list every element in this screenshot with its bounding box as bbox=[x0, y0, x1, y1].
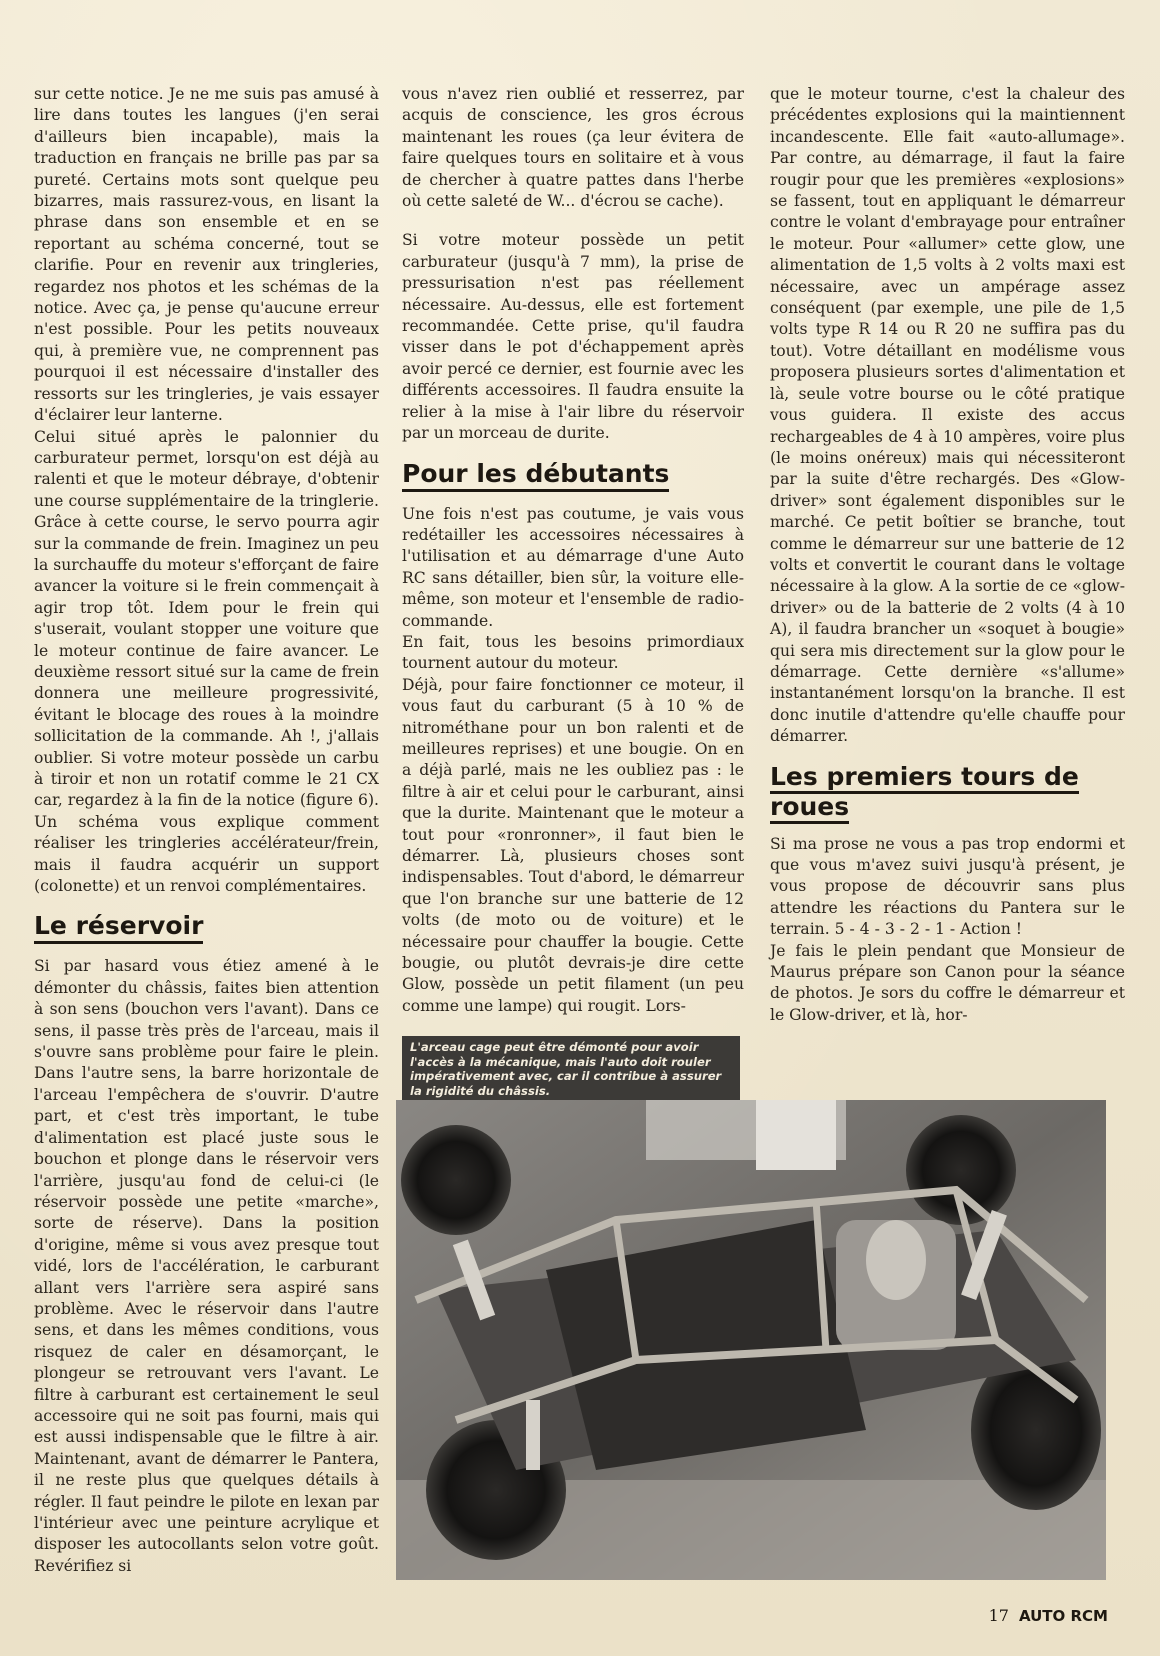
paragraph: En fait, tous les besoins primordiaux tournent autour du moteur. bbox=[402, 632, 744, 673]
paragraph: Déjà, pour faire fonctionner ce moteur, il vous faut du carburant (5 à 10 % de nitrométhane pour un bon ralenti et de meilleures reprises) et une bougie. On en a déjà parlé, mais ne les oubliez pas : le filtre à air et celui pour le carburant, ainsi que la durite. Maintenant que le moteur a tout pour «ronronner», il faut bien le démarrer. Là, plusieurs choses sont indispensables. Tout d'abord, le démarreur que l'on branche sur une batterie de 12 volts (de moto ou de voiture) et le nécessaire pour chauffer la bougie. Cette bougie, ou plutôt devrais-je dire cette Glow, possède un petit filament (un peu comme une lampe) qui rougit. Lors- bbox=[402, 675, 744, 1015]
photo-caption: L'arceau cage peut être démonté pour avoir l'accès à la mécanique, mais l'auto doit rouler impérativement avec, car il contribue à assurer la rigidité du châssis. bbox=[402, 1036, 740, 1103]
text-column-1 bbox=[34, 84, 379, 1577]
page-number: 17 bbox=[988, 1606, 1009, 1625]
buggy-photo bbox=[396, 1100, 1106, 1580]
section-heading-debutants: Pour les débutants bbox=[402, 459, 669, 492]
paragraph: Une fois n'est pas coutume, je vais vous redétailler les accessoires nécessaires à l'utilisation et au démarrage d'une Auto RC sans détailler, bien sûr, la voiture elle-même, son moteur et l'ensemble de radio-commande. bbox=[402, 504, 744, 630]
paragraph: Celui situé après le palonnier du carburateur permet, lorsqu'on est déjà au ralenti et que le moteur débraye, d'obtenir une course supplémentaire de la tringlerie. Grâce à cette course, le servo pourra agir sur la commande de frein. Imaginez un peu la surchauffe du moteur s'efforçant de faire avancer la voiture si le frein commençait à agir trop tôt. Idem pour le frein qui s'userait, voulant stopper une voiture que le moteur continue de faire avancer. Le deuxième ressort situé sur la came de frein donnera une meilleure progressivité, évitant le blocage des roues à la moindre sollicitation de la commande. Ah !, j'allais oublier. Si votre moteur possède un carbu à tiroir et non un rotatif comme le 21 CX car, regardez à la fin de la notice (figure 6). Un schéma vous explique comment réaliser les tringleries accélérateur/frein, mais il faudra acquérir un support (colonette) et un renvoi complémentaires. bbox=[34, 427, 379, 896]
text-column-3 bbox=[770, 84, 1125, 1026]
paragraph: que le moteur tourne, c'est la chaleur des précédentes explosions qui la maintiennent incandescente. Elle fait «auto-allumage». Par contre, au démarrage, il faut la faire rougir pour que les premières «explosions» se fassent, tout en appliquant le démarreur contre le volant d'embrayage pour entraîner le moteur. Pour «allumer» cette glow, une alimentation de 1,5 volts à 2 volts maxi est nécessaire, avec un ampérage assez conséquent (par exemple, une pile de 1,5 volts type R 14 ou R 20 ne suffira pas du tout). Votre détaillant en modélisme vous proposera plusieurs sortes d'alimentation et là, seule votre bourse ou le côté pratique vous guidera. Il existe des accus rechargeables de 4 à 10 ampères, voire plus (le moins onéreux) mais qui nécessiteront par la suite d'être rechargés. Des «Glow-driver» sont également disponibles sur le marché. Ce petit boîtier se branche, tout comme le démarreur sur une batterie de 12 volts et convertit le courant dans le voltage nécessaire à la glow. A la sortie de ce «glow-driver» ou de la batterie de 2 volts (4 à 10 A), il faudra brancher un «soquet à bougie» qui sera mis directement sur la glow pour le démarrage. Cette dernière «s'allume» instantanément lorsqu'on la branche. Il est donc inutile d'attendre qu'elle chauffe pour démarrer. bbox=[770, 85, 1125, 746]
buggy-photo-image bbox=[396, 1100, 1106, 1580]
paragraph: vous n'avez rien oublié et resserrez, par acquis de conscience, les gros écrous maintenant les roues (ça leur évitera de faire quelques tours en solitaire et à vous de chercher à quatre pattes dans l'herbe où cette saleté de W... d'écrou se cache). bbox=[402, 85, 744, 211]
page-footer bbox=[989, 1606, 1108, 1625]
paragraph: Je fais le plein pendant que Monsieur de Maurus prépare son Canon pour la séance de photos. Je sors du coffre le démarreur et le Glow-driver, et là, hor- bbox=[770, 941, 1125, 1024]
section-heading-reservoir: Le réservoir bbox=[34, 911, 203, 944]
magazine-name: AUTO RCM bbox=[1018, 1607, 1108, 1625]
heading-text: Les premiers tours de roues bbox=[770, 762, 1079, 824]
paragraph: Si par hasard vous étiez amené à le démonter du châssis, faites bien attention à son sens (bouchon vers l'avant). Dans ce sens, il passe très près de l'arceau, mais il s'ouvre sans problème pour faire le plein. Dans l'autre sens, la barre horizontale de l'arceau l'empêchera de s'ouvrir. D'autre part, et c'est très important, le tube d'alimentation est placé juste sous le bouchon et plonge dans le réservoir vers l'arrière, jusqu'au fond de celui-ci (le réservoir possède une petite «marche», sorte de réserve). Dans la position d'origine, même si vous avez presque tout vidé, lors de l'accélération, le carburant allant vers l'arrière sera aspiré sans problème. Avec le réservoir dans l'autre sens, et dans les mêmes conditions, vous risquez de caler en désamorçant, le plongeur se retrouvant vers l'avant. Le filtre à carburant est certainement le seul accessoire qui ne soit pas fourni, mais qui est aussi indispensable que le filtre à air. Maintenant, avant de démarrer le Pantera, il ne reste plus que quelques détails à régler. Il faut peindre le pilote en lexan par l'intérieur avec une peinture acrylique et disposer les autocollants selon votre goût. Revérifiez si bbox=[34, 957, 379, 1575]
paragraph: Si votre moteur possède un petit carburateur (jusqu'à 7 mm), la prise de pressurisation n'est pas réellement nécessaire. Au-dessus, elle est fortement recommandée. Cette prise, qu'il faudra visser dans le pot d'échappement après avoir percé ce dernier, est fournie avec les différents accessoires. Il faudra ensuite la relier à la mise à l'air libre du réservoir par un morceau de durite. bbox=[402, 231, 744, 443]
section-heading-premiers-tours bbox=[770, 762, 1125, 822]
paragraph: sur cette notice. Je ne me suis pas amusé à lire dans toutes les langues (j'en serai d'ailleurs bien incapable), mais la traduction en français ne brille pas par sa pureté. Certains mots sont quelque peu bizarres, mais rassurez-vous, en lisant la phrase dans son ensemble et en se reportant au schéma concerné, tout se clarifie. Pour en revenir aux tringleries, regardez nos photos et les schémas de la notice. Avec ça, je pense qu'aucune erreur n'est possible. Pour les petits nouveaux qui, à première vue, ne comprennent pas pourquoi il est nécessaire d'installer des ressorts sur les tringleries, je vais essayer d'éclairer leur lanterne. bbox=[34, 85, 379, 425]
paragraph: Si ma prose ne vous a pas trop endormi et que vous m'avez suivi jusqu'à présent, je vous propose de découvrir sans plus attendre les réactions du Pantera sur le terrain. 5 - 4 - 3 - 2 - 1 - Action ! bbox=[770, 834, 1125, 939]
text-column-2 bbox=[402, 84, 744, 1017]
